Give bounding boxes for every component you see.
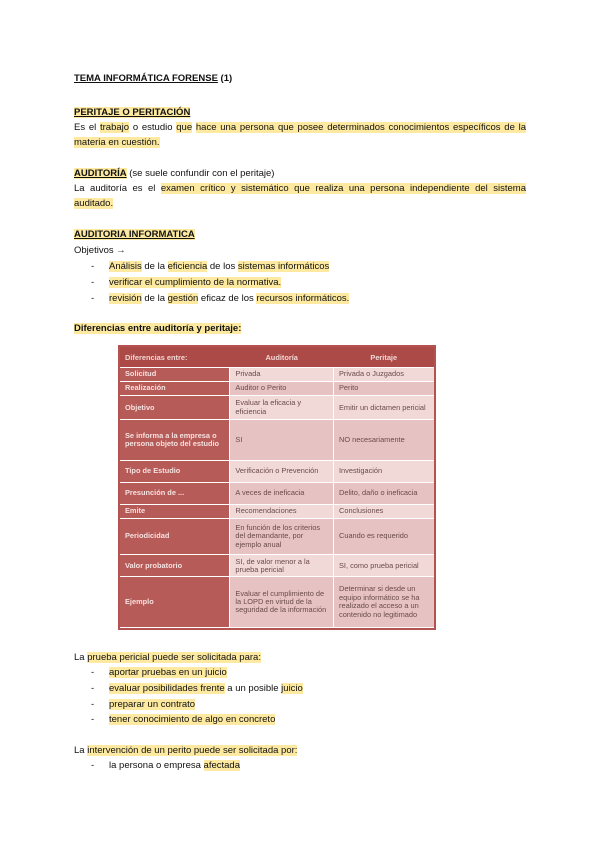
table-cell: Cuando es requerido: [334, 519, 435, 555]
intervencion-list: [74, 758, 526, 774]
table-cell: A veces de ineficacia: [230, 482, 334, 504]
bullet-dash: -: [91, 261, 95, 272]
list-item: - revisión de la gestión eficaz de los recursos informáticos.: [74, 291, 526, 307]
document-title: [74, 71, 526, 86]
row-header-cell: Valor probatorio: [120, 555, 230, 577]
table-cell: Recomendaciones: [230, 504, 334, 518]
table-row: [120, 577, 434, 628]
row-header-cell: Presunción de ...: [120, 482, 230, 504]
table-cell: Privada o Juzgados: [334, 368, 435, 382]
table-row: [120, 504, 434, 518]
column-header: Peritaje: [334, 347, 435, 368]
table-cell: Determinar si desde un equipo informático se ha realizado el acceso a un contenido no legitimado: [334, 577, 435, 628]
table-row: [120, 368, 434, 382]
auditoria-note: (se suele confundir con el peritaje): [126, 168, 275, 179]
bullet-dash: -: [91, 682, 95, 694]
row-header-cell: Realización: [120, 382, 230, 396]
bullet-dash: -: [91, 292, 95, 304]
table-cell: En función de los criterios del demandante, por ejemplo anual: [230, 519, 334, 555]
title-text: TEMA INFORMÁTICA FORENSE: [74, 73, 218, 84]
table-row: [120, 460, 434, 482]
table-cell: Investigación: [334, 460, 435, 482]
diferencias-heading: Diferencias entre auditoría y peritaje:: [74, 323, 242, 334]
column-header: Auditoría: [230, 347, 334, 368]
bullet-dash: -: [91, 276, 95, 288]
list-item: - evaluar posibilidades frente a un posible juicio: [74, 681, 526, 697]
peritaje-paragraph: Es el trabajo o estudio que hace una persona que posee determinados conocimientos específicos de la materia en cuestión.: [74, 122, 526, 148]
column-header: Diferencias entre:: [120, 347, 230, 368]
row-header-cell: Tipo de Estudio: [120, 460, 230, 482]
table-cell: Auditor o Perito: [230, 382, 334, 396]
table-cell: Perito: [334, 382, 435, 396]
intervencion-intro: La intervención de un perito puede ser solicitada por:: [74, 745, 298, 756]
row-header-cell: Solicitud: [120, 368, 230, 382]
table-cell: Verificación o Prevención: [230, 460, 334, 482]
table-row: [120, 382, 434, 396]
row-header-cell: Periodicidad: [120, 519, 230, 555]
peritaje-heading: PERITAJE O PERITACIÓN: [74, 107, 191, 118]
bullet-dash: -: [91, 667, 95, 678]
comparison-table: [120, 347, 434, 628]
prueba-list: [74, 665, 526, 728]
table-cell: Emitir un dictamen pericial: [334, 396, 435, 420]
table-row: [120, 396, 434, 420]
table-row: [120, 482, 434, 504]
bullet-dash: -: [91, 714, 95, 726]
row-header-cell: Objetivo: [120, 396, 230, 420]
auditoria-heading: AUDITORÍA: [74, 168, 127, 179]
table-cell: Evaluar la eficacia y eficiencia: [230, 396, 334, 420]
auditoria-informatica-heading-line: [74, 227, 526, 242]
list-item: - aportar pruebas en un juicio: [74, 665, 526, 681]
table-header-row: [120, 347, 434, 368]
table-cell: Conclusiones: [334, 504, 435, 518]
table-row: [120, 519, 434, 555]
peritaje-heading-line: [74, 105, 526, 120]
auditoria-paragraph: La auditoría es el examen crítico y sistemático que realiza una persona independiente del sistema auditado.: [74, 183, 526, 209]
table-row: [120, 555, 434, 577]
table-cell: Privada: [230, 368, 334, 382]
auditoria-informatica-heading: AUDITORIA INFORMATICA: [74, 229, 195, 240]
table-cell: Delito, daño o ineficacia: [334, 482, 435, 504]
title-suffix: (1): [217, 73, 233, 84]
bullet-dash: -: [91, 760, 95, 771]
table-cell: SI, como prueba pericial: [334, 555, 435, 577]
auditoria-heading-line: [74, 166, 526, 181]
table-cell: SI, de valor menor a la prueba pericial: [230, 555, 334, 577]
table-cell: SI: [230, 420, 334, 460]
prueba-intro: La prueba pericial puede ser solicitada para:: [74, 652, 261, 663]
objetivos-label: Objetivos →: [74, 245, 126, 256]
list-item: - tener conocimiento de algo en concreto: [74, 712, 526, 728]
list-item: - Análisis de la eficiencia de los sistemas informáticos: [74, 259, 526, 275]
table-cell: NO necesariamente: [334, 420, 435, 460]
diferencias-heading-line: [74, 321, 526, 336]
row-header-cell: Emite: [120, 504, 230, 518]
list-item: - la persona o empresa afectada: [74, 758, 526, 774]
row-header-cell: Se informa a la empresa o persona objeto del estudio: [120, 420, 230, 460]
table-cell: Evaluar el cumplimiento de la LOPD en virtud de la seguridad de la información: [230, 577, 334, 628]
comparison-table-image: [118, 345, 436, 630]
list-item: - preparar un contrato: [74, 697, 526, 713]
table-row: [120, 420, 434, 460]
list-item: - verificar el cumplimiento de la normativa.: [74, 275, 526, 291]
bullet-dash: -: [91, 698, 95, 710]
objetivos-list: [74, 259, 526, 306]
row-header-cell: Ejemplo: [120, 577, 230, 628]
